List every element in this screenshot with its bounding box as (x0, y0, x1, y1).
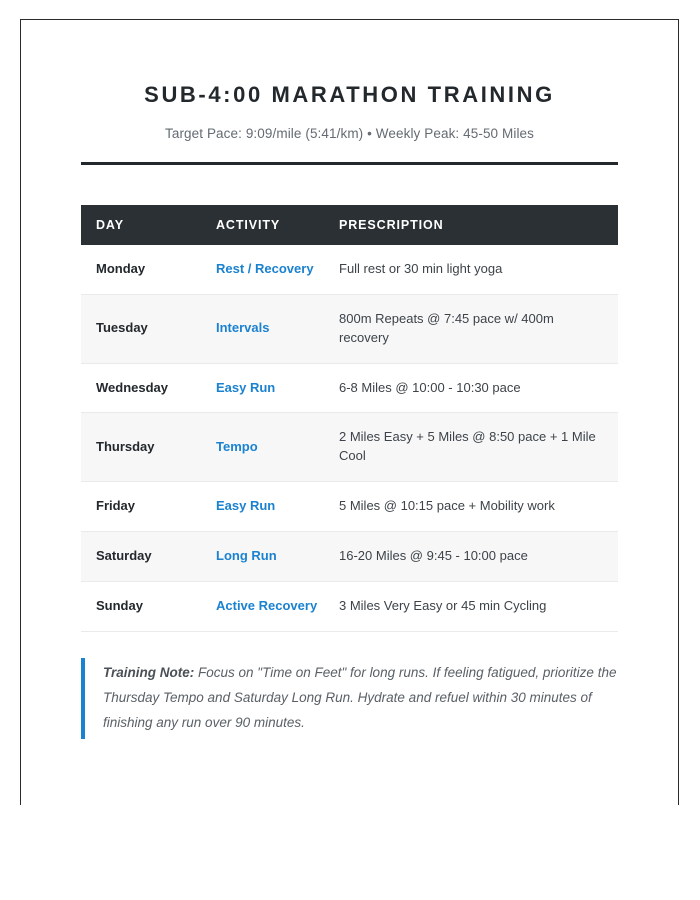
table-row (81, 245, 618, 294)
training-note-callout (81, 658, 618, 739)
title-divider (81, 162, 618, 165)
cell-day: Thursday (81, 413, 216, 482)
cell-prescription: 2 Miles Easy + 5 Miles @ 8:50 pace + 1 Mile Cool (339, 413, 618, 482)
cell-activity: Easy Run (216, 482, 339, 532)
cell-prescription: 800m Repeats @ 7:45 pace w/ 400m recovery (339, 294, 618, 363)
cell-activity: Intervals (216, 294, 339, 363)
cell-prescription: 6-8 Miles @ 10:00 - 10:30 pace (339, 363, 618, 413)
page-title: SUB-4:00 MARATHON TRAINING (144, 82, 555, 107)
column-header-activity: ACTIVITY (216, 205, 339, 245)
column-header-day: DAY (81, 205, 216, 245)
cell-prescription: 16-20 Miles @ 9:45 - 10:00 pace (339, 531, 618, 581)
table-body (81, 245, 618, 631)
cell-prescription: 3 Miles Very Easy or 45 min Cycling (339, 581, 618, 631)
cell-activity: Long Run (216, 531, 339, 581)
training-schedule-table (81, 205, 618, 632)
table-row (81, 531, 618, 581)
cell-day: Monday (81, 245, 216, 294)
cell-day: Friday (81, 482, 216, 532)
table-row (81, 581, 618, 631)
table-row (81, 413, 618, 482)
training-note-label: Training Note: (103, 664, 195, 680)
cell-activity: Active Recovery (216, 581, 339, 631)
cell-activity: Rest / Recovery (216, 245, 339, 294)
table-row (81, 294, 618, 363)
cell-day: Sunday (81, 581, 216, 631)
document-page (20, 19, 679, 805)
cell-day: Wednesday (81, 363, 216, 413)
cell-activity: Easy Run (216, 363, 339, 413)
table-header-row (81, 205, 618, 245)
table-row (81, 482, 618, 532)
training-note-body: Focus on "Time on Feet" for long runs. If feeling fatigued, prioritize the Thursday Tempo and Saturday Long Run. Hydrate and refuel within 30 minutes of finishing any run over 90 minutes. (103, 664, 617, 730)
table-row (81, 363, 618, 413)
page-subtitle: Target Pace: 9:09/mile (5:41/km) • Weekly Peak: 45-50 Miles (164, 126, 535, 141)
column-header-prescription: PRESCRIPTION (339, 205, 618, 245)
table-header (81, 205, 618, 245)
cell-day: Saturday (81, 531, 216, 581)
cell-prescription: Full rest or 30 min light yoga (339, 245, 618, 294)
cell-day: Tuesday (81, 294, 216, 363)
cell-activity: Tempo (216, 413, 339, 482)
document-content (21, 20, 678, 739)
cell-prescription: 5 Miles @ 10:15 pace + Mobility work (339, 482, 618, 532)
